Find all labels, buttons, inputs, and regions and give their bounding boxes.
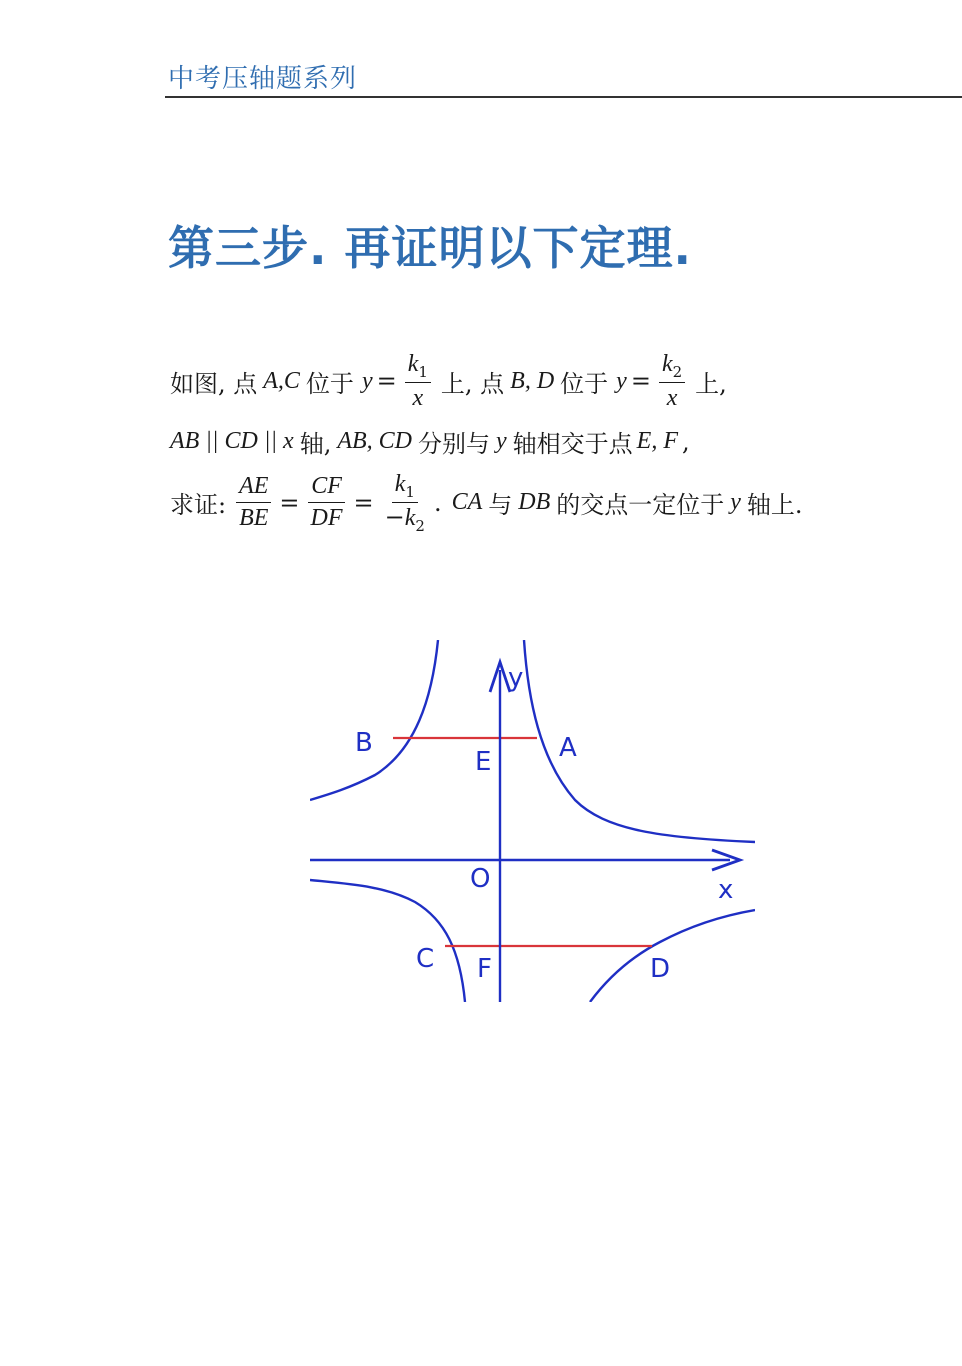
curve-c — [310, 880, 465, 1002]
text: 位于 — [305, 369, 354, 398]
statement-line-3 — [170, 470, 803, 535]
hyperbola-figure — [300, 630, 770, 1010]
header-rule — [165, 96, 962, 98]
fraction-k1-neg-k2 — [382, 470, 428, 535]
equals: = — [376, 367, 397, 396]
points-ef: E, F — [636, 428, 678, 454]
text: 分别与 — [418, 430, 491, 458]
be: BE — [239, 505, 269, 532]
curve-d — [590, 910, 755, 1002]
y-var: y — [730, 489, 741, 516]
y-var: y — [361, 367, 373, 394]
ae: AE — [239, 473, 269, 500]
k: k — [661, 351, 673, 377]
line-ca: CA — [451, 489, 483, 516]
sub: 2 — [415, 516, 425, 535]
section-title: 第三步. 再证明以下定理. — [168, 221, 692, 275]
label-d: D — [650, 954, 671, 984]
curve-b — [310, 640, 438, 800]
equals: = — [353, 488, 374, 517]
text: 上, — [695, 369, 727, 398]
sub: 2 — [672, 362, 683, 381]
fraction-cf-df — [308, 472, 346, 532]
k: k — [394, 471, 406, 497]
df: DF — [310, 505, 343, 532]
figure-svg — [300, 630, 770, 1010]
k: k — [404, 505, 416, 532]
sub: 1 — [405, 482, 415, 501]
y-var: y — [616, 367, 627, 394]
label-o: O — [470, 864, 491, 894]
label-c: C — [416, 944, 435, 974]
x: x — [412, 385, 424, 412]
label-b: B — [355, 728, 373, 758]
text: 轴, — [299, 430, 332, 458]
text: 与 — [488, 491, 513, 520]
text: 上, 点 — [440, 369, 505, 398]
parallel-relation: AB || CD || x — [170, 428, 294, 454]
label-e: E — [475, 747, 492, 777]
label-y: y — [508, 663, 524, 693]
statement-line-1 — [170, 350, 727, 413]
equals: = — [630, 367, 651, 396]
label-f: F — [477, 954, 492, 984]
fraction-k2-over-x — [659, 350, 685, 413]
text: , — [682, 427, 690, 456]
points-bd: B, D — [510, 367, 555, 394]
minus: − — [384, 503, 405, 532]
cf: CF — [311, 473, 342, 500]
text: 轴上. — [746, 491, 803, 520]
sub: 1 — [418, 362, 428, 381]
label-a: A — [559, 733, 577, 763]
period: . — [433, 488, 442, 517]
statement-line-2 — [170, 424, 690, 459]
y-var: y — [496, 428, 507, 454]
series-header: 中考压轴题系列 — [168, 64, 358, 94]
x: x — [666, 385, 678, 412]
fraction-ae-be — [236, 472, 271, 532]
fraction-k1-over-x — [405, 350, 431, 413]
text: 求证: — [170, 491, 227, 520]
text: 轴相交于点 — [512, 430, 633, 458]
text: 如图, 点 — [170, 369, 258, 398]
segments: AB, CD — [337, 428, 413, 454]
label-x: x — [718, 875, 734, 905]
k: k — [407, 351, 419, 377]
points-ac: A,C — [263, 367, 300, 394]
text: 的交点一定位于 — [556, 491, 725, 520]
equals: = — [279, 488, 300, 517]
text: 位于 — [560, 369, 609, 398]
line-db: DB — [518, 489, 551, 516]
